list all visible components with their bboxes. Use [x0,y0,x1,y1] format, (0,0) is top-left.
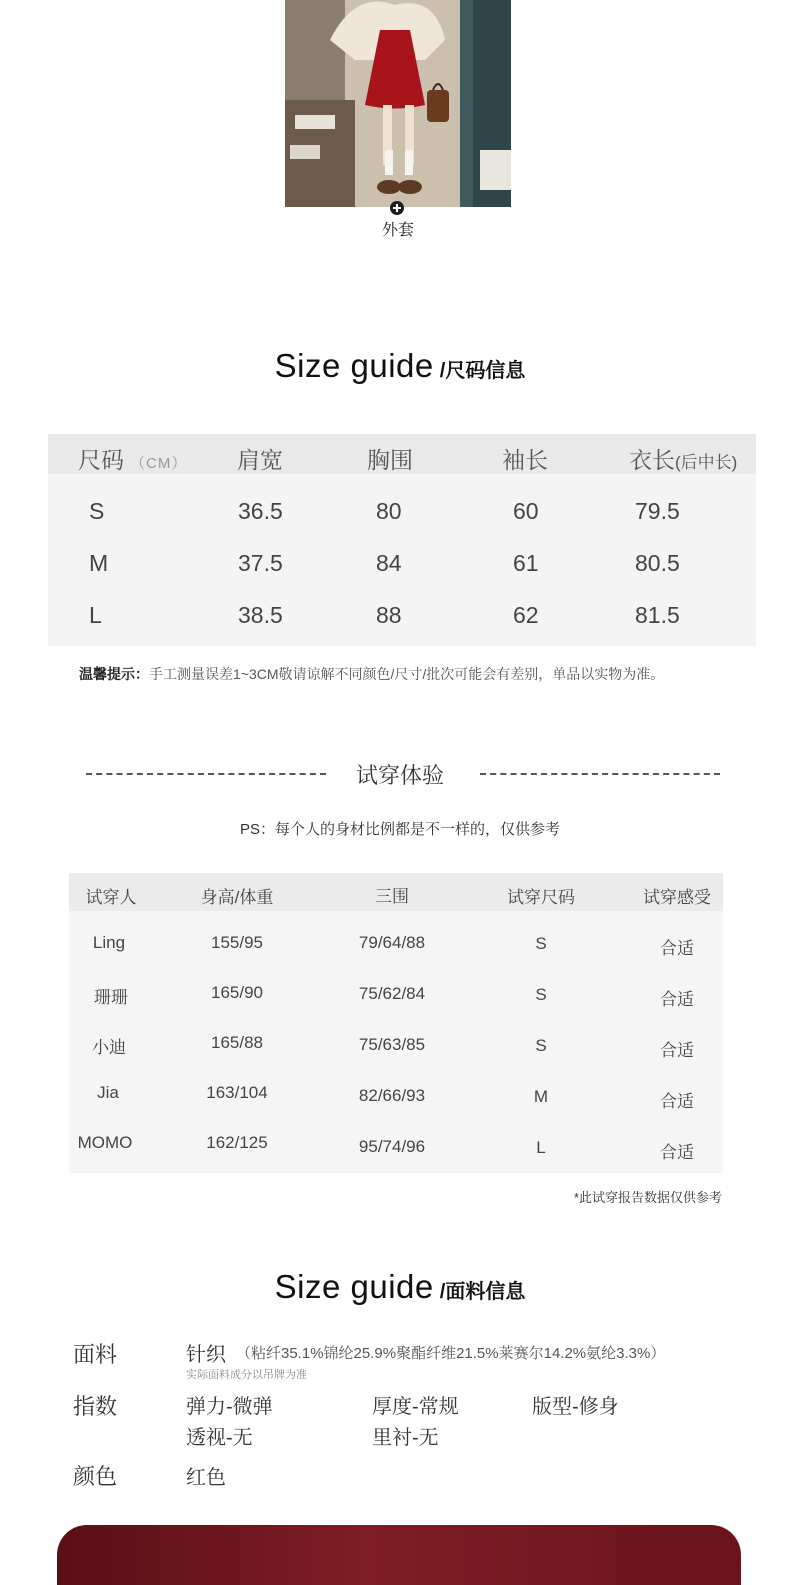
size-header-shoulder: 肩宽 [237,447,283,473]
fit-row-2-measurements: 75/62/84 [358,984,426,1003]
size-header-sleeve: 袖长 [502,447,548,473]
divider-left [86,773,326,775]
size-row-l-bust: 88 [376,602,402,628]
fit-table [69,873,723,1173]
size-table-header [48,434,756,474]
size-row-m-bust: 84 [376,550,402,576]
size-header-size-label: 尺码 [78,447,124,473]
fabric-lining: 里衬-无 [372,1427,439,1449]
size-row-s-shoulder: 36.5 [238,498,283,524]
fabric-color-label: 颜色 [73,1464,118,1489]
fit-row-3-height-weight: 165/88 [211,1033,263,1052]
photo-caption: 外套 [381,222,414,239]
product-photo [285,0,511,207]
size-guide-title [0,347,800,385]
size-row-m-length: 80.5 [635,550,680,576]
size-row-l-shoulder: 38.5 [238,602,283,628]
fit-row-1-person: Ling [92,933,126,952]
fit-header-height-weight: 身高/体重 [200,888,274,907]
size-row-s-sleeve: 60 [513,498,539,524]
fabric-material-composition: （粘纤35.1%锦纶25.9%聚酯纤维21.5%莱赛尔14.2%氨纶3.3%） [236,1345,666,1362]
fabric-title [0,1268,800,1306]
fabric-thickness: 厚度-常规 [372,1396,459,1418]
plus-icon [390,201,404,215]
size-header-size [78,442,187,475]
size-header-unit: （CM） [130,455,188,472]
size-tip [79,664,759,684]
size-row-l-size: L [89,602,102,628]
size-guide-title-en: Size guide [274,347,434,384]
fit-header-measurements: 三围 [375,887,409,906]
fit-row-1-feeling: 合适 [660,939,694,958]
fabric-material-note: 实际面料成分以吊牌为准 [186,1369,307,1381]
size-row-s-bust: 80 [376,498,402,524]
size-tip-label: 温馨提示： [79,666,149,682]
size-row-l-length: 81.5 [635,602,680,628]
fit-row-4-feeling: 合适 [660,1092,694,1111]
size-row-m-shoulder: 37.5 [238,550,283,576]
fit-row-3-person: 小迪 [92,1038,126,1057]
fit-row-4-person: Jia [97,1083,119,1102]
size-header-bust: 胸围 [367,447,413,473]
fit-header-size: 试穿尺码 [507,888,575,907]
fit-table-header [69,873,723,911]
fabric-material-name: 针织 [186,1344,226,1366]
size-guide-title-zh: /尺码信息 [439,360,526,382]
fabric-index-label: 指数 [73,1394,118,1419]
fit-row-5-measurements: 95/74/96 [358,1137,426,1156]
size-tip-text: 手工测量误差1~3CM敬请谅解不同颜色/尺寸/批次可能会有差别，单品以实物为准。 [149,666,665,682]
size-header-length-label: 衣长 [629,447,675,473]
fabric-title-en: Size guide [274,1268,434,1305]
fit-header-person: 试穿人 [85,888,137,907]
fabric-sheer: 透视-无 [186,1427,253,1449]
fabric-fit: 版型-修身 [532,1396,619,1418]
fabric-detail-photo [57,1525,741,1585]
size-header-length [629,442,737,475]
fit-row-2-height-weight: 165/90 [211,983,263,1002]
fabric-color-value: 红色 [186,1467,226,1489]
fit-row-5-height-weight: 162/125 [206,1133,268,1152]
fit-row-3-feeling: 合适 [660,1041,694,1060]
fit-row-2-person: 珊珊 [94,988,128,1007]
fit-row-1-height-weight: 155/95 [211,933,263,952]
size-row-s-size: S [89,498,105,524]
divider-right [480,773,720,775]
size-row-m-sleeve: 61 [513,550,539,576]
size-table [48,434,756,646]
fit-row-1-size: S [535,934,547,953]
size-row-s-length: 79.5 [635,498,680,524]
size-row-m-size: M [89,550,109,576]
fit-row-5-feeling: 合适 [660,1143,694,1162]
fit-header-feeling: 试穿感受 [643,888,711,907]
fabric-title-zh: /面料信息 [439,1281,526,1303]
tryon-title: 试穿体验 [355,763,444,788]
fabric-elasticity: 弹力-微弹 [186,1396,273,1418]
fit-row-1-measurements: 79/64/88 [358,933,426,952]
fit-row-4-measurements: 82/66/93 [358,1086,426,1105]
fabric-material-label: 面料 [73,1342,118,1367]
fit-row-5-person: MOMO [77,1133,133,1152]
fit-row-4-height-weight: 163/104 [206,1083,268,1102]
fit-row-3-size: S [535,1036,547,1055]
size-header-length-note: (后中长) [675,453,738,472]
fit-row-2-size: S [535,985,547,1004]
fit-row-3-measurements: 75/63/85 [358,1035,426,1054]
size-row-l-sleeve: 62 [513,602,539,628]
fit-row-4-size: M [533,1087,549,1106]
tryon-ps: PS：每个人的身材比例都是不一样的，仅供参考 [239,821,560,838]
fit-row-5-size: L [536,1138,546,1157]
fit-row-2-feeling: 合适 [660,990,694,1009]
fit-note: *此试穿报告数据仅供参考 [573,1190,722,1205]
